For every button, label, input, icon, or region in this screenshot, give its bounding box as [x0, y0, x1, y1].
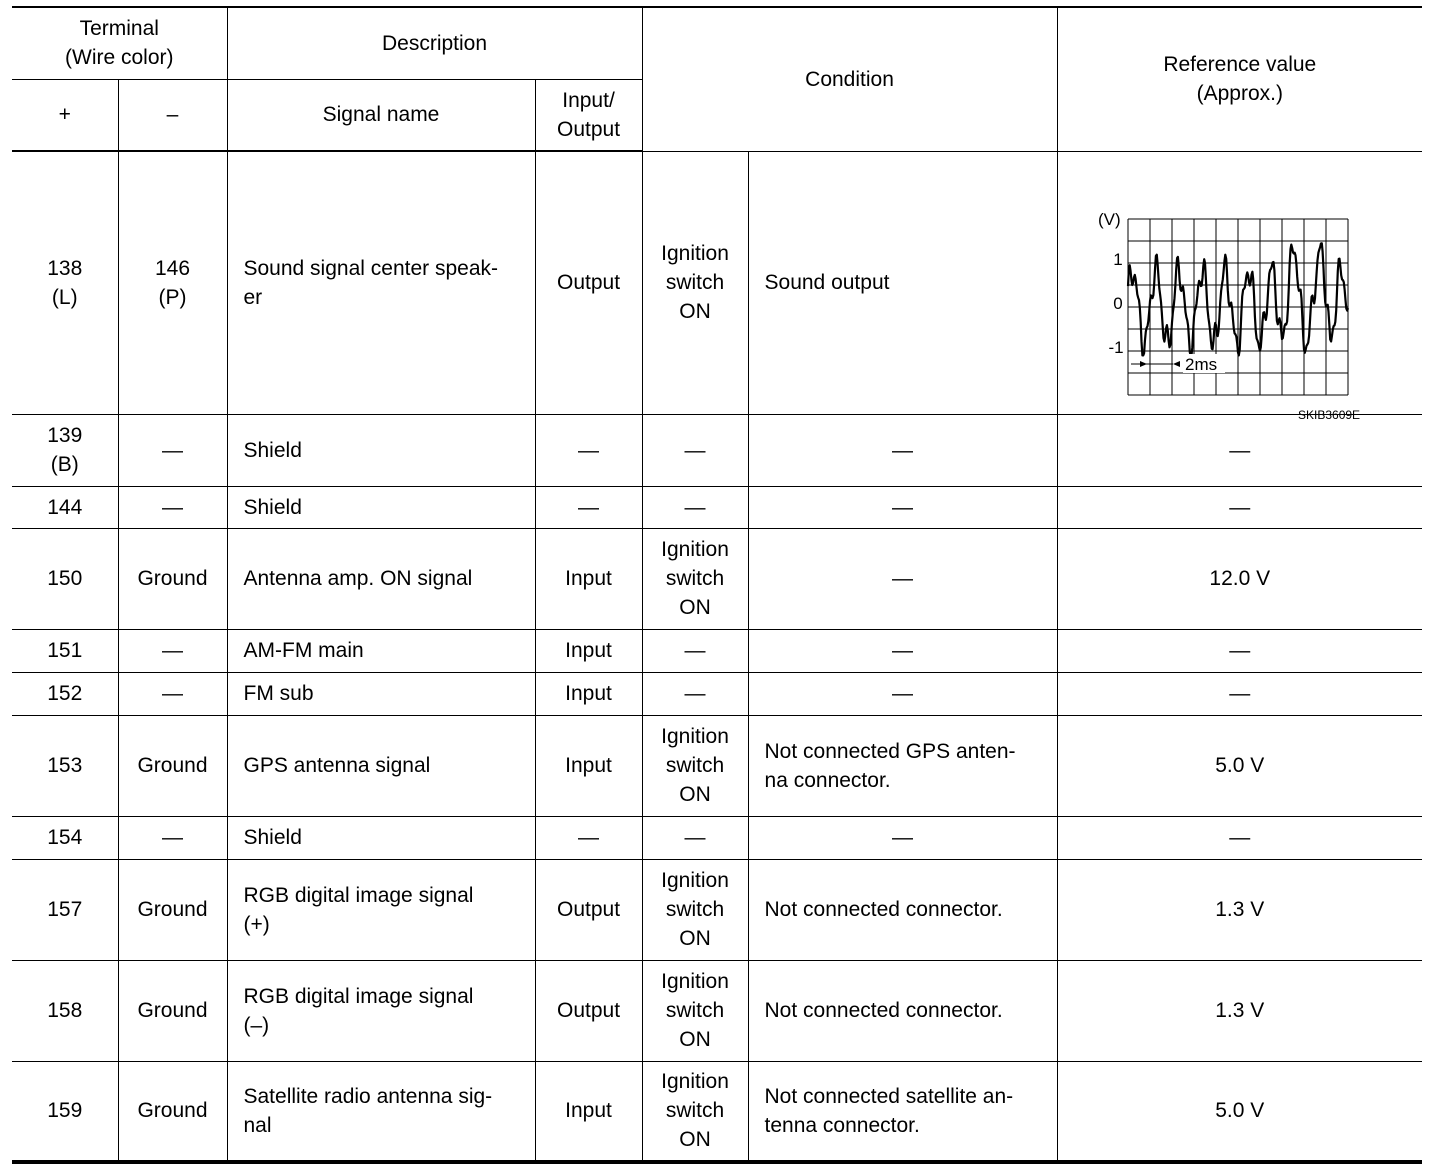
reference-value: —: [1057, 816, 1422, 859]
input-output: Input: [535, 715, 642, 816]
table-row: [12, 629, 1422, 672]
condition-switch: —: [642, 816, 748, 859]
input-output: Output: [535, 859, 642, 960]
terminal-minus: —: [118, 672, 227, 715]
terminal-minus: —: [118, 629, 227, 672]
header-input-output: Input/ Output: [535, 79, 642, 151]
terminal-minus: 146 (P): [118, 151, 227, 414]
signal-name: GPS antenna signal: [227, 715, 535, 816]
signal-name: Sound signal center speak- er: [227, 151, 535, 414]
terminal-plus: 158: [12, 960, 118, 1061]
terminal-minus: Ground: [118, 715, 227, 816]
waveform-y-tick: 0: [1112, 293, 1123, 313]
terminal-minus: —: [118, 816, 227, 859]
condition-detail: Not connected GPS anten- na connector.: [748, 715, 1057, 816]
header-signal-name: Signal name: [227, 79, 535, 151]
condition-switch: Ignition switch ON: [642, 528, 748, 629]
time-scale-marker: [1131, 361, 1180, 367]
reference-value: 1.3 V: [1057, 960, 1422, 1061]
reference-value: 5.0 V: [1057, 1061, 1422, 1162]
reference-waveform: [1057, 151, 1422, 422]
terminal-minus: Ground: [118, 1061, 227, 1162]
header-condition: Condition: [642, 7, 1057, 151]
input-output: —: [535, 486, 642, 528]
waveform-y-tick: 1: [1112, 249, 1123, 269]
reference-value: 1.3 V: [1057, 859, 1422, 960]
table-row: [12, 715, 1422, 816]
input-output: Input: [535, 528, 642, 629]
condition-detail: —: [748, 629, 1057, 672]
header-reference-value: Reference value (Approx.): [1057, 7, 1422, 151]
reference-value: —: [1057, 486, 1422, 528]
condition-detail: —: [748, 486, 1057, 528]
condition-switch: Ignition switch ON: [642, 715, 748, 816]
terminal-reference-table: [12, 6, 1422, 1164]
signal-name: RGB digital image signal (+): [227, 859, 535, 960]
signal-name: FM sub: [227, 672, 535, 715]
condition-detail: —: [748, 414, 1057, 486]
condition-detail: —: [748, 672, 1057, 715]
figure-code: SKIB3609E: [1297, 407, 1360, 422]
signal-name: Satellite radio antenna sig- nal: [227, 1061, 535, 1162]
waveform-y-tick: -1: [1107, 337, 1124, 357]
terminal-plus: 152: [12, 672, 118, 715]
condition-detail: —: [748, 528, 1057, 629]
reference-value: —: [1057, 414, 1422, 486]
table-row: [12, 960, 1422, 1061]
terminal-plus: 157: [12, 859, 118, 960]
condition-switch: Ignition switch ON: [642, 1061, 748, 1162]
input-output: Input: [535, 1061, 642, 1162]
condition-switch: —: [642, 486, 748, 528]
terminal-plus: 154: [12, 816, 118, 859]
signal-name: Shield: [227, 816, 535, 859]
table-row: [12, 151, 1422, 414]
reference-value: —: [1057, 629, 1422, 672]
header-terminal: Terminal (Wire color): [12, 7, 227, 79]
condition-detail: Not connected satellite an- tenna connector.: [748, 1061, 1057, 1162]
table-row: [12, 672, 1422, 715]
oscilloscope-waveform: [1088, 173, 1388, 422]
terminal-plus: 144: [12, 486, 118, 528]
terminal-minus: —: [118, 486, 227, 528]
terminal-plus: 159: [12, 1061, 118, 1162]
condition-switch: —: [642, 414, 748, 486]
table-row: [12, 1061, 1422, 1162]
terminal-minus: Ground: [118, 859, 227, 960]
header-description: Description: [227, 7, 642, 79]
signal-name: Shield: [227, 414, 535, 486]
terminal-minus: —: [118, 414, 227, 486]
waveform-time-label: 2ms: [1184, 354, 1217, 374]
condition-switch: Ignition switch ON: [642, 859, 748, 960]
table-row: [12, 859, 1422, 960]
input-output: —: [535, 414, 642, 486]
terminal-plus: 153: [12, 715, 118, 816]
condition-detail: Not connected connector.: [748, 859, 1057, 960]
terminal-plus: 151: [12, 629, 118, 672]
signal-name: Antenna amp. ON signal: [227, 528, 535, 629]
input-output: Output: [535, 151, 642, 414]
input-output: —: [535, 816, 642, 859]
input-output: Output: [535, 960, 642, 1061]
condition-detail: —: [748, 816, 1057, 859]
table-row: [12, 528, 1422, 629]
condition-switch: —: [642, 629, 748, 672]
header-plus: +: [12, 79, 118, 151]
input-output: Input: [535, 672, 642, 715]
terminal-minus: Ground: [118, 528, 227, 629]
condition-detail: Sound output: [748, 151, 1057, 414]
input-output: Input: [535, 629, 642, 672]
table-row: [12, 486, 1422, 528]
reference-value: —: [1057, 672, 1422, 715]
condition-detail: Not connected connector.: [748, 960, 1057, 1061]
signal-name: RGB digital image signal (–): [227, 960, 535, 1061]
reference-value: 12.0 V: [1057, 528, 1422, 629]
reference-value: 5.0 V: [1057, 715, 1422, 816]
condition-switch: Ignition switch ON: [642, 960, 748, 1061]
header-minus: –: [118, 79, 227, 151]
signal-name: AM-FM main: [227, 629, 535, 672]
table-row: [12, 414, 1422, 486]
signal-name: Shield: [227, 486, 535, 528]
terminal-minus: Ground: [118, 960, 227, 1061]
terminal-plus: 139 (B): [12, 414, 118, 486]
terminal-plus: 138 (L): [12, 151, 118, 414]
condition-switch: —: [642, 672, 748, 715]
waveform-y-unit: (V): [1097, 209, 1121, 229]
table-row: [12, 816, 1422, 859]
condition-switch: Ignition switch ON: [642, 151, 748, 414]
terminal-plus: 150: [12, 528, 118, 629]
